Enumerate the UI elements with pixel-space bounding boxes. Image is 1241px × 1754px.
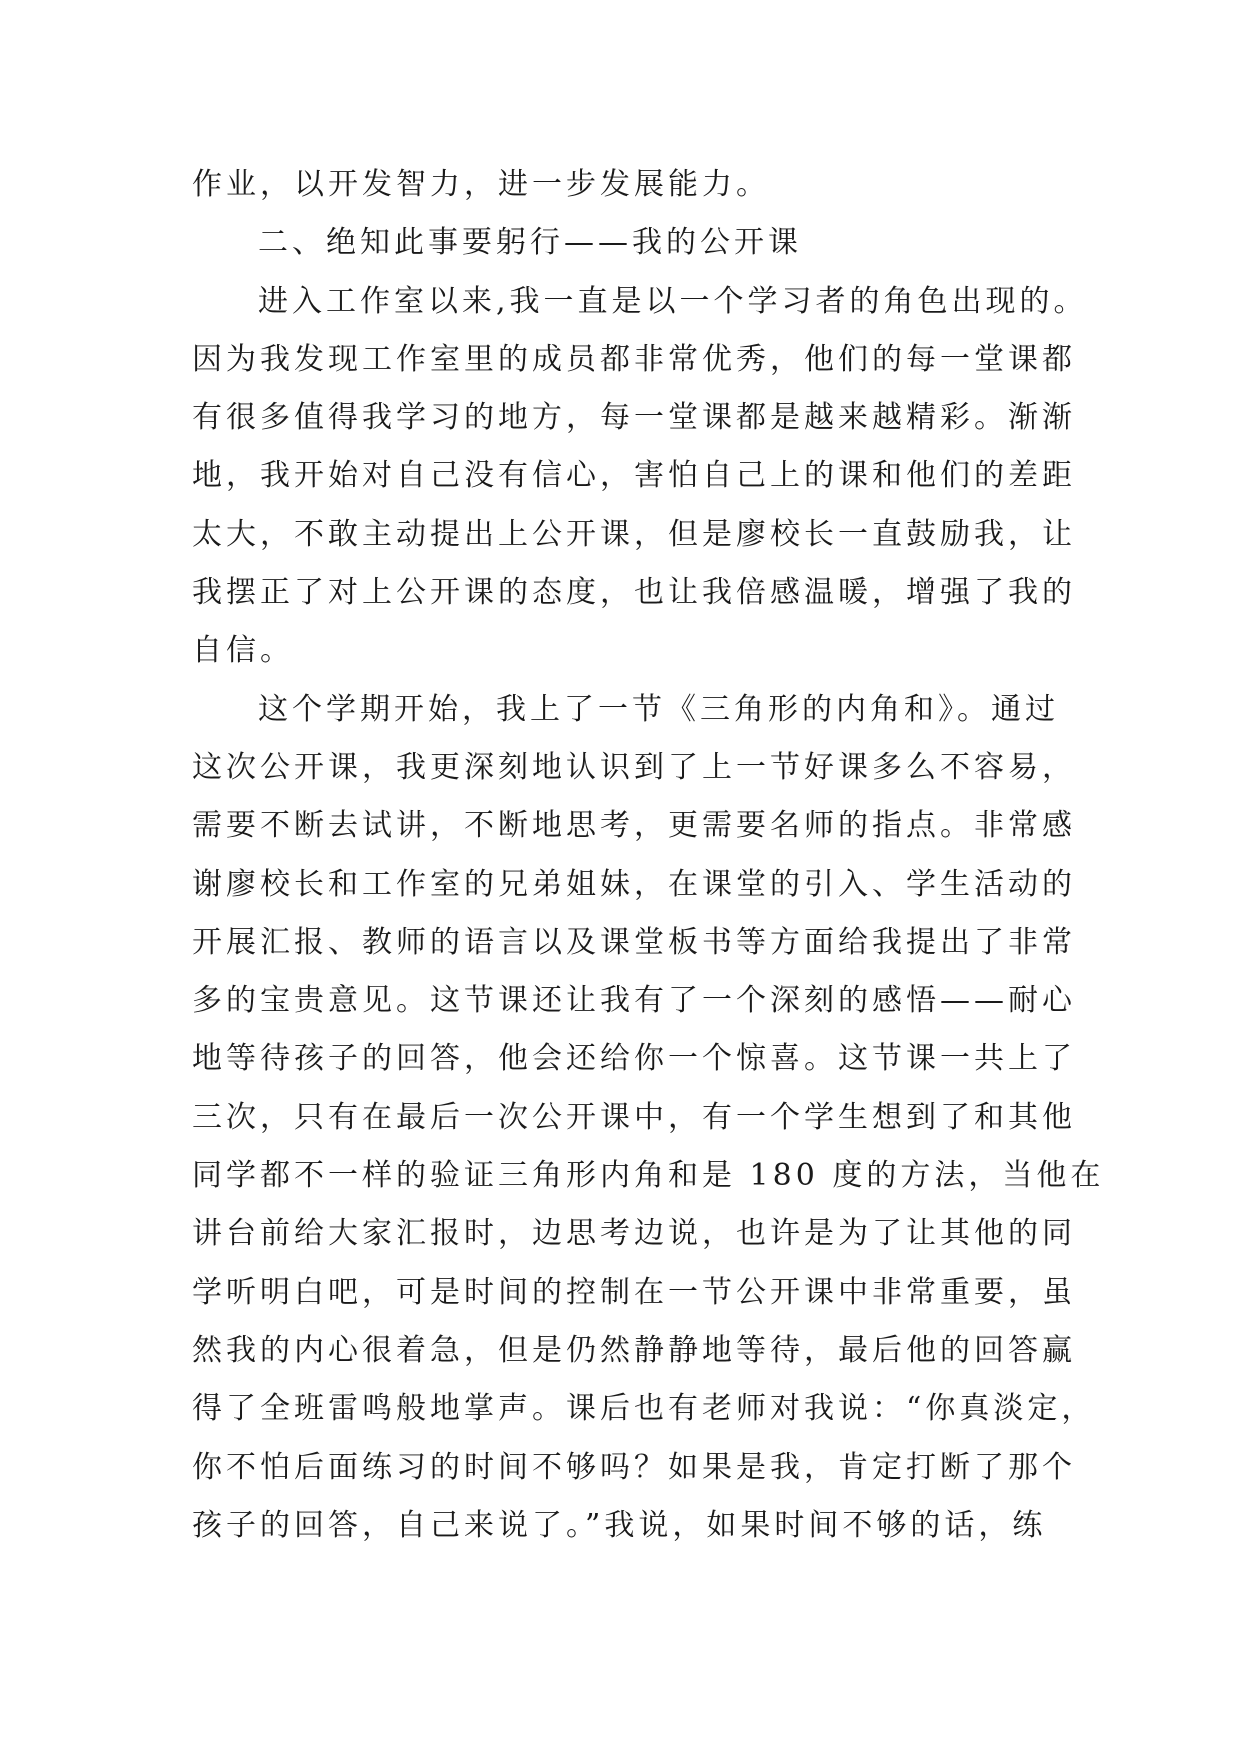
section-heading: 二、绝知此事要躬行——我的公开课: [258, 225, 802, 261]
text-line: 三次，只有在最后一次公开课中，有一个学生想到了和其他: [192, 1099, 1076, 1135]
body-text: [192, 156, 1105, 1555]
text-line: 孩子的回答，自己来说了。”我说，如果时间不够的话，练: [192, 1507, 1047, 1543]
text-line: 进入工作室以来,我一直是以一个学习者的角色出现的。: [258, 283, 1088, 319]
text-line: 地，我开始对自己没有信心，害怕自己上的课和他们的差距: [192, 458, 1076, 494]
text-line: 这次公开课，我更深刻地认识到了上一节好课多么不容易，: [192, 749, 1076, 785]
text-line: 同学都不一样的验证三角形内角和是 180 度的方法，当他在: [192, 1158, 1105, 1194]
text-line: 需要不断去试讲，不断地思考，更需要名师的指点。非常感: [192, 808, 1076, 844]
text-line: 你不怕后面练习的时间不够吗？如果是我，肯定打断了那个: [192, 1449, 1076, 1485]
text-line: 这个学期开始，我上了一节《三角形的内角和》。通过: [258, 691, 1059, 727]
text-line: 自信。: [192, 633, 294, 669]
text-line: 然我的内心很着急，但是仍然静静地等待，最后他的回答赢: [192, 1332, 1076, 1368]
text-line: 因为我发现工作室里的成员都非常优秀，他们的每一堂课都: [192, 341, 1076, 377]
text-line: 多的宝贵意见。这节课还让我有了一个深刻的感悟——耐心: [192, 983, 1076, 1019]
text-line: 作业，以开发智力，进一步发展能力。: [192, 167, 770, 202]
text-line: 谢廖校长和工作室的兄弟姐妹，在课堂的引入、学生活动的: [192, 866, 1076, 902]
text-line: 得了全班雷鸣般地掌声。课后也有老师对我说：“你真淡定，: [192, 1391, 1096, 1427]
text-line: 讲台前给大家汇报时，边思考边说，也许是为了让其他的同: [192, 1216, 1076, 1252]
text-line: 学听明白吧，可是时间的控制在一节公开课中非常重要，虽: [192, 1274, 1076, 1310]
text-line: 有很多值得我学习的地方，每一堂课都是越来越精彩。渐渐: [192, 400, 1076, 436]
text-line: 地等待孩子的回答，他会还给你一个惊喜。这节课一共上了: [192, 1041, 1076, 1077]
text-line: 太大，不敢主动提出上公开课，但是廖校长一直鼓励我，让: [192, 516, 1076, 552]
text-line: 开展汇报、教师的语言以及课堂板书等方面给我提出了非常: [192, 924, 1076, 960]
text-line: 我摆正了对上公开课的态度，也让我倍感温暖，增强了我的: [192, 575, 1076, 611]
